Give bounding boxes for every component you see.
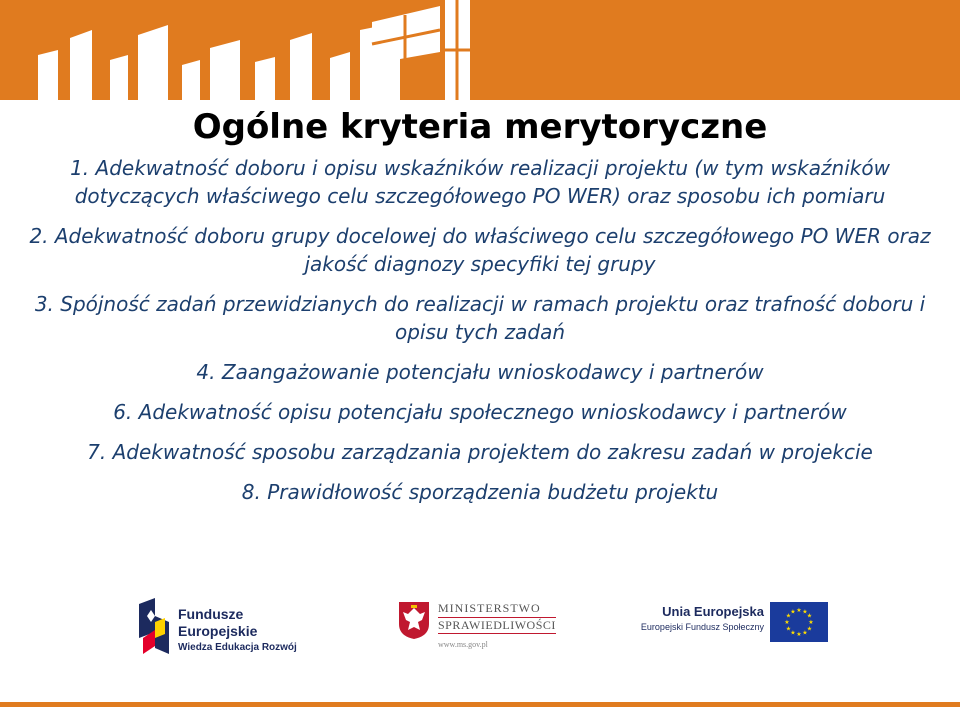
criterion-7: 7. Adekwatność sposobu zarządzania projektem do zakresu zadań w projekcie xyxy=(87,440,873,464)
fundusze-europejskie-logo-icon xyxy=(135,594,171,658)
svg-text:★: ★ xyxy=(796,607,802,614)
criteria-list xyxy=(20,154,940,518)
eu-flag-icon xyxy=(770,602,828,642)
criterion-4: 4. Zaangażowanie potencjału wnioskodawcy i partnerów xyxy=(196,360,764,384)
svg-text:★: ★ xyxy=(802,629,808,637)
svg-text:★: ★ xyxy=(806,612,813,620)
page-title: Ogólne kryteria merytoryczne xyxy=(192,107,768,147)
ministerstwo-line2: SPRAWIEDLIWOŚCI xyxy=(438,618,556,632)
ue-line1: Unia Europejska xyxy=(662,604,764,619)
polish-eagle-emblem-icon xyxy=(397,600,431,640)
criterion-3: 3. Spójność zadań przewidzianych do realizacji w ramach projektu oraz trafność doboru i opisu tych zadań xyxy=(34,292,926,344)
criterion-1: 1. Adekwatność doboru i opisu wskaźników realizacji projektu (w tym wskaźników dotyczących właściwego celu szczegółowego PO WER) oraz sposobu ich pomiaru xyxy=(70,156,890,208)
svg-text:★: ★ xyxy=(785,625,792,633)
svg-text:★: ★ xyxy=(785,612,792,620)
footer-bar xyxy=(0,702,960,707)
banner-pattern xyxy=(0,0,960,100)
header-banner xyxy=(0,0,960,100)
svg-text:★: ★ xyxy=(784,619,790,626)
svg-text:★: ★ xyxy=(796,631,802,638)
fundusze-line2: Europejskie xyxy=(178,623,258,639)
ue-line2: Europejski Fundusz Społeczny xyxy=(640,622,764,632)
criterion-8: 8. Prawidłowość sporządzenia budżetu projektu xyxy=(241,480,719,504)
ministerstwo-text xyxy=(438,601,556,649)
svg-text:★: ★ xyxy=(802,608,808,616)
fundusze-line3: Wiedza Edukacja Rozwój xyxy=(178,642,297,653)
ministerstwo-line1: MINISTERSTWO xyxy=(438,601,541,615)
svg-text:★: ★ xyxy=(790,629,796,637)
ministerstwo-url: www.ms.gov.pl xyxy=(438,640,488,649)
svg-text:★: ★ xyxy=(808,619,814,626)
criterion-2: 2. Adekwatność doboru grupy docelowej do właściwego celu szczegółowego PO WER oraz jakość diagnozy specyfiki tej grupy xyxy=(29,224,931,276)
ue-text xyxy=(640,604,764,632)
fundusze-europejskie-text xyxy=(178,606,297,653)
criterion-6: 6. Adekwatność opisu potencjału społecznego wnioskodawcy i partnerów xyxy=(113,400,847,424)
svg-text:★: ★ xyxy=(806,625,813,633)
fundusze-line1: Fundusze xyxy=(178,606,244,622)
svg-text:★: ★ xyxy=(790,608,796,616)
